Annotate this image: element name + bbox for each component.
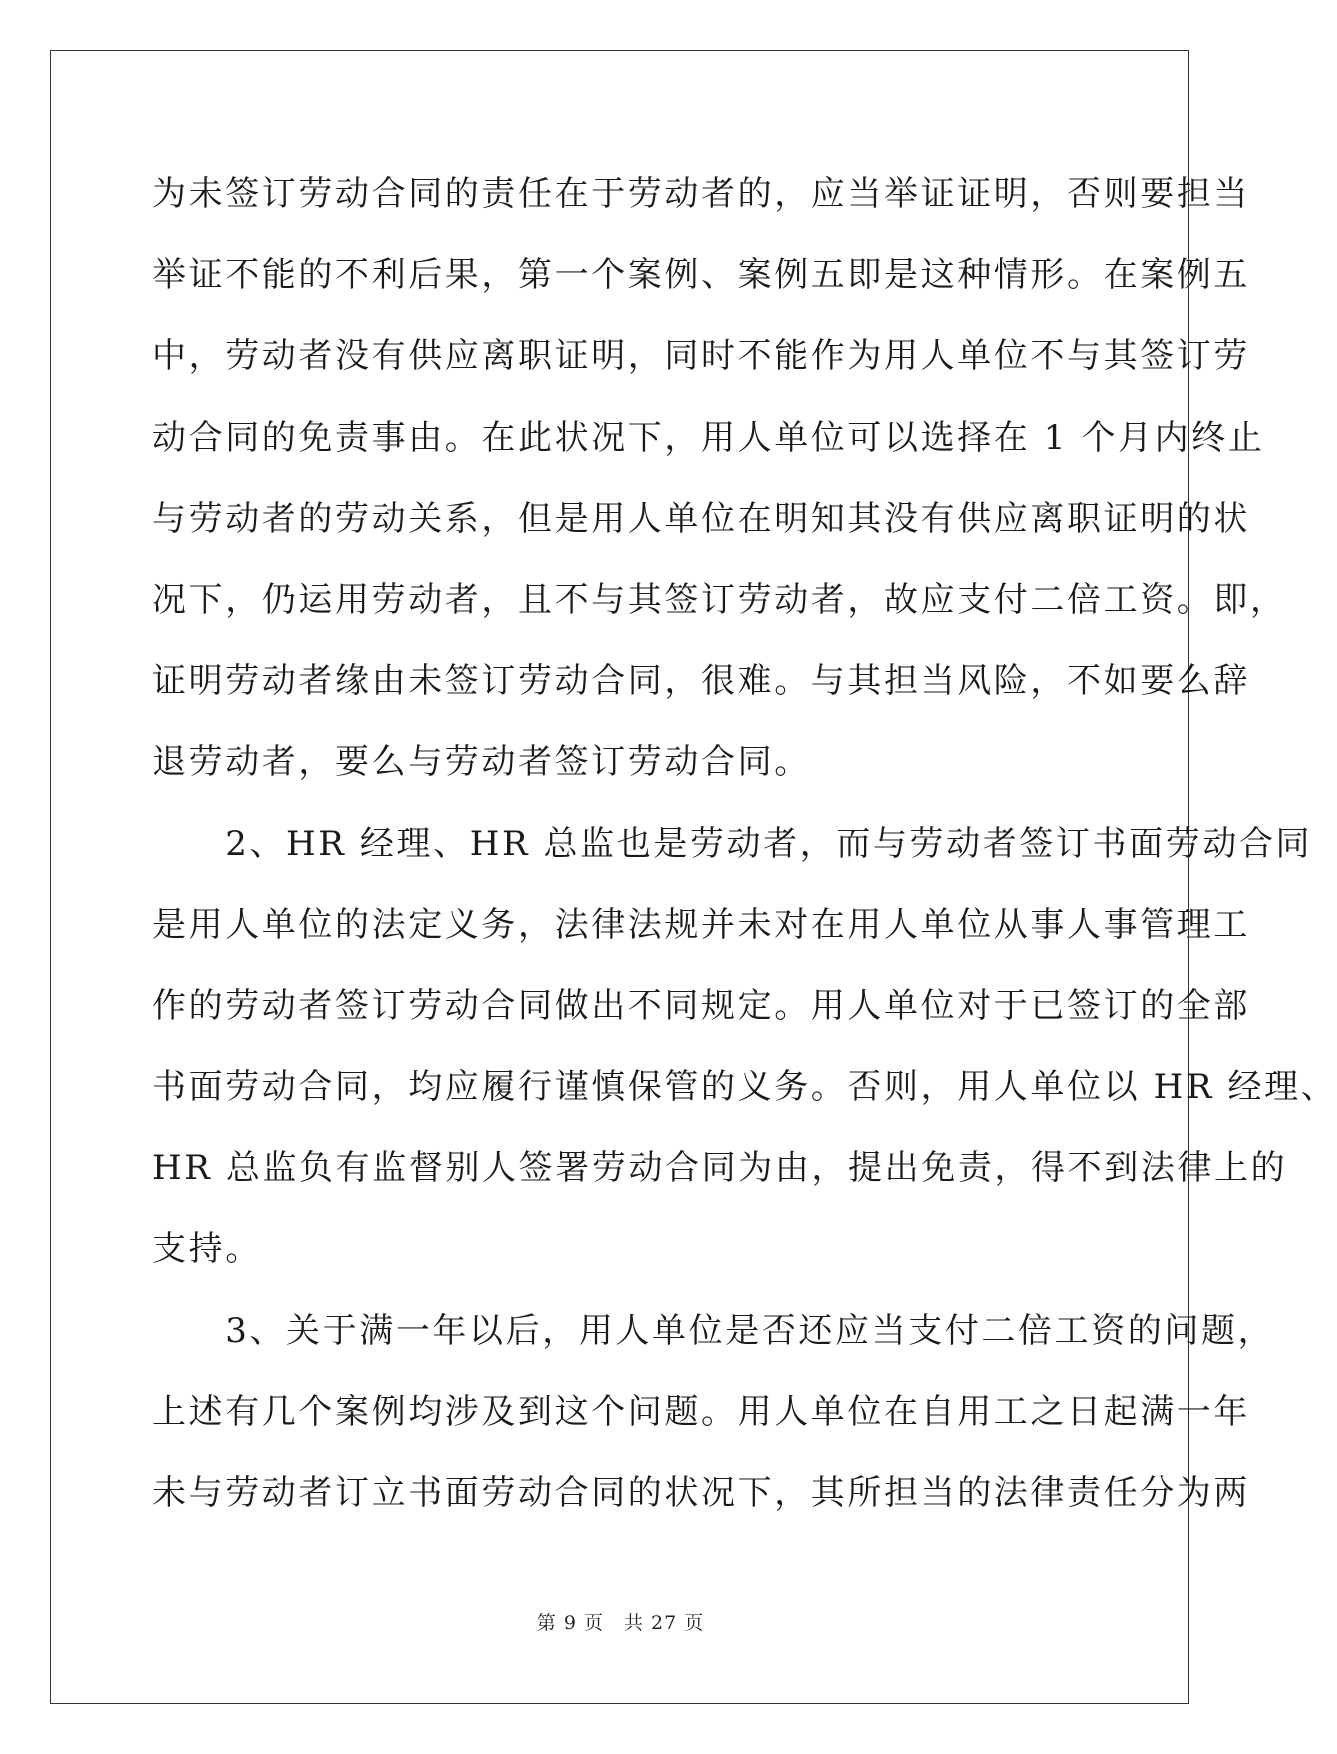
text-line: 支持。 (152, 1229, 262, 1270)
text-line: 上述有几个案例均涉及到这个问题。用人单位在自用工之日起满一年 (152, 1391, 1250, 1432)
document-body (152, 165, 1337, 1545)
text-line: 为未签订劳动合同的责任在于劳动者的，应当举证证明，否则要担当 (152, 174, 1250, 214)
text-line: 证明劳动者缘由未签订劳动合同，很难。与其担当风险，不如要么辞 (152, 661, 1250, 702)
text-line: 中，劳动者没有供应离职证明，同时不能作为用人单位不与其签订劳 (152, 336, 1250, 377)
text-line: 2、HR 经理、HR 总监也是劳动者，而与劳动者签订书面劳动合同 (152, 823, 1313, 864)
text-line: 退劳动者，要么与劳动者签订劳动合同。 (152, 742, 811, 783)
text-line: 举证不能的不利后果，第一个案例、案例五即是这种情形。在案例五 (152, 255, 1250, 296)
text-line: 是用人单位的法定义务，法律法规并未对在用人单位从事人事管理工 (152, 904, 1250, 945)
text-line: 书面劳动合同，均应履行谨慎保管的义务。否则，用人单位以 HR 经理、 (152, 1067, 1337, 1108)
text-line: 动合同的免责事由。在此状况下，用人单位可以选择在 1 个月内终止 (152, 417, 1265, 458)
text-line: 与劳动者的劳动关系，但是用人单位在明知其没有供应离职证明的状 (152, 498, 1250, 539)
text-line: 作的劳动者签订劳动合同做出不同规定。用人单位对于已签订的全部 (152, 985, 1250, 1026)
text-line: 未与劳动者订立书面劳动合同的状况下，其所担当的法律责任分为两 (152, 1473, 1250, 1513)
text-line: 3、关于满一年以后，用人单位是否还应当支付二倍工资的问题， (152, 1310, 1275, 1351)
text-line: 况下，仍运用劳动者，且不与其签订劳动者，故应支付二倍工资。即， (152, 579, 1287, 620)
page-number-footer: 第 9 页 共 27 页 (536, 1612, 705, 1634)
text-line: HR 总监负有监督别人签署劳动合同为由，提出免责，得不到法律上的 (152, 1148, 1288, 1189)
